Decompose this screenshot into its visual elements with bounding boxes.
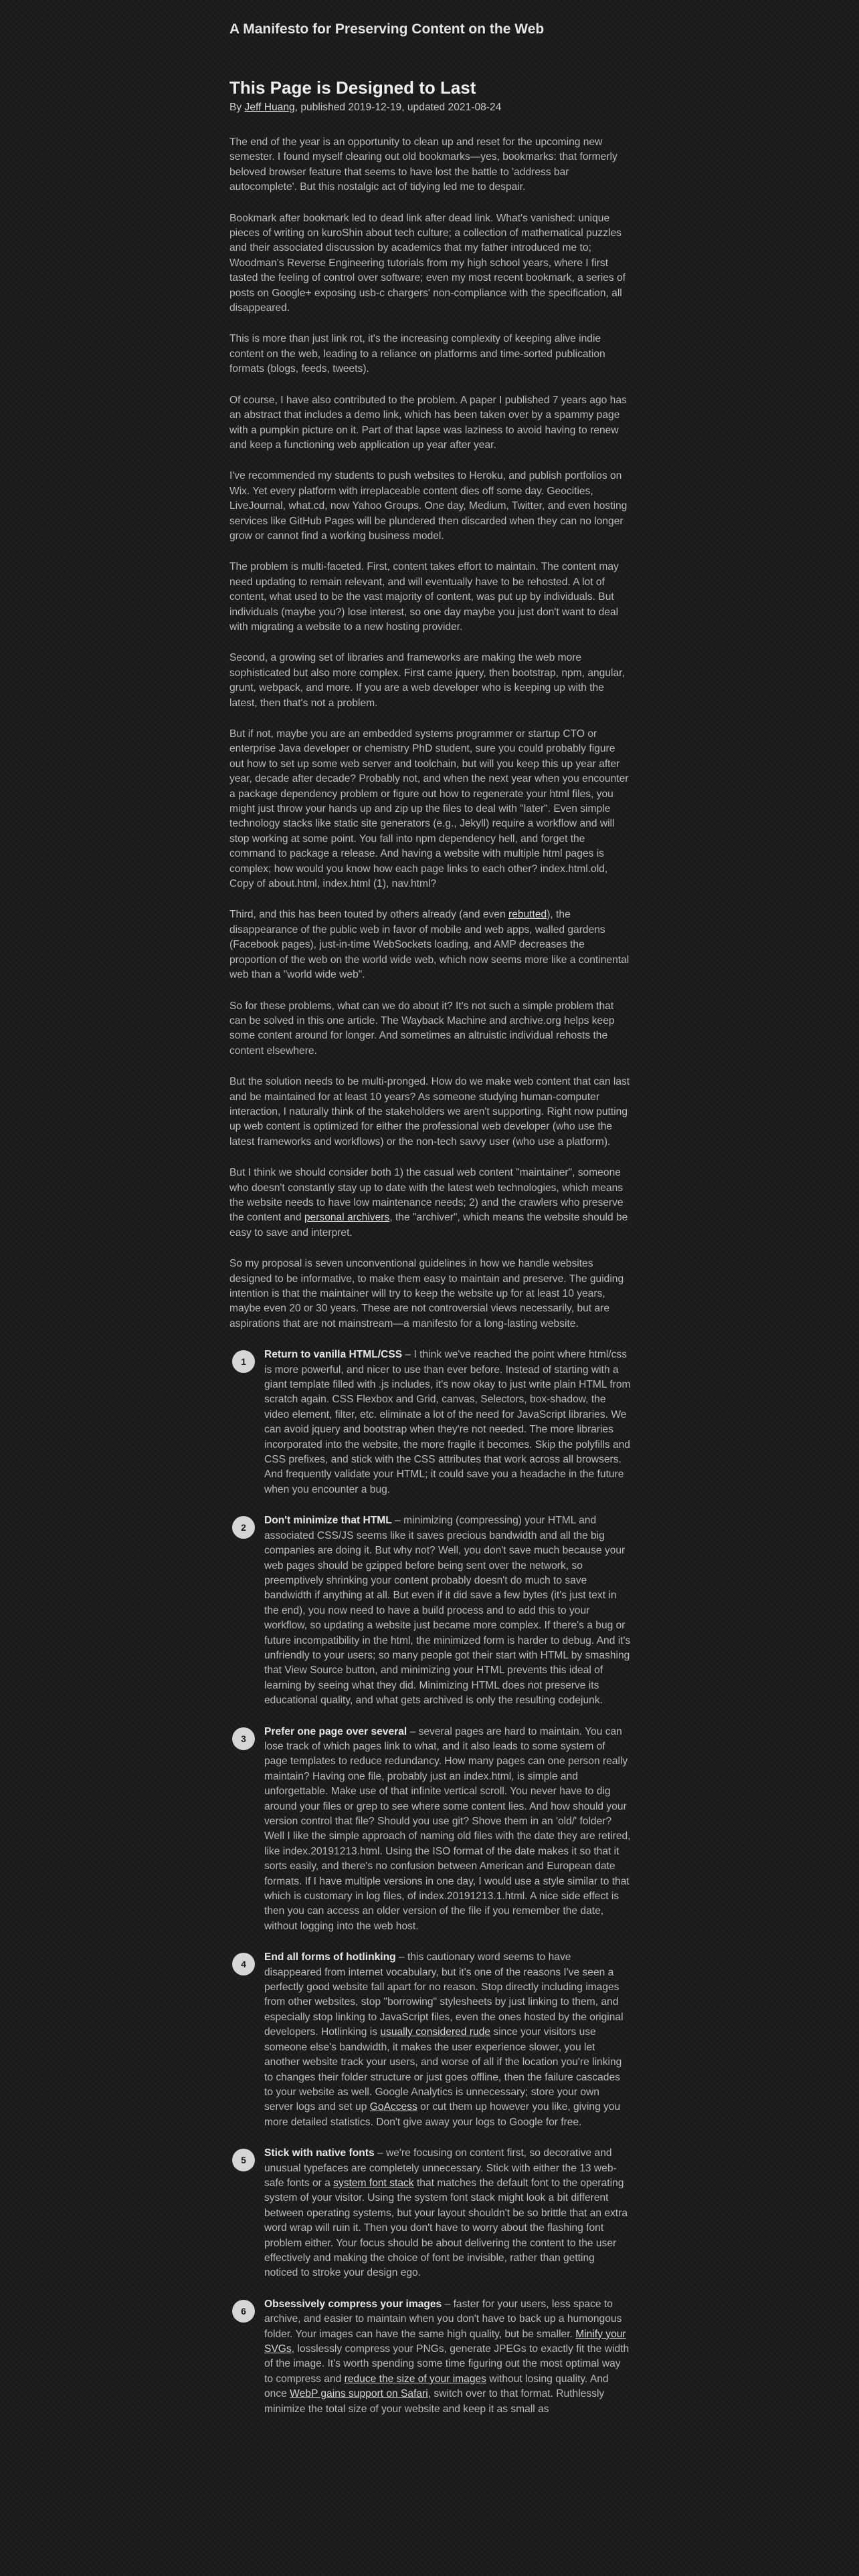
guideline-title: Stick with native fonts <box>264 2147 375 2159</box>
guideline-3 <box>229 1725 631 1935</box>
number-badge: 6 <box>232 2300 255 2323</box>
paragraph: But if not, maybe you are an embedded systems programmer or startup CTO or enterprise Java developer or chemistry PhD student, sure you could probably figure out how to set up some web server and toolchain, but will you keep this up year after year, decade after decade? Probably not, and when the next year when you encounter a package dependency problem or figure out how to regenerate your html files, you might just throw your hands up and zip up the files to deal with "later". Even simple technology stacks like static site generators (e.g., Jekyll) require a workflow and will stop working at some point. You fall into npm dependency hell, and forget the command to package a release. And having a website with multiple html pages is complex; how would you know how each page links to each other? index.html.old, Copy of about.html, index.html (1), nav.html? <box>229 728 629 890</box>
guideline-text: – faster for your users, less space to archive, and easier to maintain when you don't have to back up a humongous folder. Your images can have the same high quality, but be smaller. <box>264 2298 622 2340</box>
paragraph: This is more than just link rot, it's the increasing complexity of keeping alive indie content on the web, leading to a reliance on platforms and time-sorted publication formats (blogs, feeds, tweets). <box>229 333 605 375</box>
byline <box>229 100 631 115</box>
rebutted-link[interactable]: rebutted <box>508 909 547 921</box>
number-badge: 4 <box>232 1953 255 1975</box>
paragraph: The problem is multi-faceted. First, content takes effort to maintain. The content may need updating to remain relevant, and will eventually have to be rehosted. A lot of content, what used to be the vast majority of content, was put up by individuals. But individuals (maybe you?) lose interest, so one day maybe you just don't want to deal with migrating a website to a new hosting provider. <box>229 561 619 633</box>
page-title: This Page is Designed to Last <box>229 78 476 98</box>
guideline-title: Don't minimize that HTML <box>264 1515 392 1527</box>
usually-considered-rude-link[interactable]: usually considered rude <box>380 2026 491 2038</box>
guideline-text: – I think we've reached the point where html/css is more powerful, and nicer to use than ever before. Instead of starting with a giant template filled with .js includes, it's now okay to just write plain HTML from scratch again. CSS Flexbox and Grid, canvas, Selectors, box-shadow, the video element, filter, etc. eliminate a lot of the need for JavaScript libraries. We can avoid jquery and bootstrap when they're not needed. The more libraries incorporated into the website, the more fragile it becomes. Skip the polyfills and CSS prefixes, and stick with the CSS attributes that work across all browsers. And frequently validate your HTML; it could save you a headache in the future when you encounter a bug. <box>264 1349 631 1495</box>
reduce-image-size-link[interactable]: reduce the size of your images <box>344 2373 486 2385</box>
guideline-text: , losslessly compress your PNGs, generate JPEGs to exactly fit the width of the image. It's worth spending some time figuring out the most optimal way to compress and <box>264 2343 630 2385</box>
minify-svgs-link[interactable]: Minify your SVGs <box>264 2328 626 2355</box>
guideline-text: – several pages are hard to maintain. You can lose track of which pages link to what, and it also leads to some system of page templates to reduce redundancy. How many pages can one person really maintain? Having one file, probably just an index.html, is simple and unforgettable. Make use of that infinite vertical scroll. You never have to dig around your files or grep to see where some content lies. And how should your version control that file? Should you use git? Shove them in an 'old/' folder? Well I like the simple approach of naming old files with the date they are retired, like index.20191213.html. Using the ISO format of the date makes it so that it sorts easily, and there's no confusion between American and European date formats. If I have multiple versions in one day, I would use a style similar to that which is customary in log files, of index.20191213.1.html. A nice side effect is then you can access an older version of the file if you remember the date, without logging into the web host. <box>264 1725 631 1932</box>
paragraph: But the solution needs to be multi-pronged. How do we make web content that can last and be maintained for at least 10 years? As someone studying human-computer interaction, I naturally think of the stakeholders we aren't supporting. Right now putting up web content is optimized for either the professional web developer (who use the latest frameworks and workflows) or the non-tech savvy user (who use a platform). <box>229 1076 630 1148</box>
guideline-title: Prefer one page over several <box>264 1725 407 1737</box>
text: Third, and this has been touted by others already (and even <box>229 909 508 921</box>
paragraph <box>229 907 631 982</box>
personal-archivers-link[interactable]: personal archivers <box>304 1212 390 1224</box>
guideline-title: Obsessively compress your images <box>264 2298 442 2310</box>
guideline-1 <box>229 1348 631 1497</box>
article-body <box>229 135 631 2417</box>
text: , the "archiver", which means the website should be easy to save and interpret. <box>229 1212 628 1239</box>
guideline-4 <box>229 1950 631 2130</box>
guideline-title: End all forms of hotlinking <box>264 1951 396 1963</box>
goaccess-link[interactable]: GoAccess <box>369 2101 417 2113</box>
number-badge: 5 <box>232 2149 255 2171</box>
guideline-text: since your visitors use someone else's bandwidth, it makes the user experience slower, you let another website track your users, and worse of all if the location you're linking to changes their folder structure or just goes offline, then the failure cascades to your website as well. Google Analytics is unnecessary; store your own server logs and set up <box>264 2026 622 2113</box>
guideline-text: that matches the default font to the operating system of your visitor. Using the system font stack might look a bit different between operating systems, but your layout shouldn't be so brittle that an extra word wrap will ruin it. Then you don't have to worry about the flashing font problem either. Your focus should be about delivering the content to the user effectively and making the choice of font be invisible, rather than getting noticed to stroke your design ego. <box>264 2177 628 2279</box>
guideline-text: – we're focusing on content first, so decorative and unusual typefaces are completely unnecessary. Stick with either the 13 web-safe fonts or a <box>264 2147 617 2189</box>
guideline-2 <box>229 1513 631 1708</box>
guideline-5 <box>229 2146 631 2281</box>
guideline-text: , switch over to that format. Ruthlessly minimize the total size of your website and keep it as small as <box>264 2388 605 2415</box>
paragraph: So my proposal is seven unconventional guidelines in how we handle websites designed to be informative, to make them easy to maintain and preserve. The guiding intention is that the maintainer will try to keep the website up for at least 10 years, maybe even 20 or 30 years. These are not controversial views necessarily, but are aspirations that are not mainstream—a manifesto for a long-lasting website. <box>229 1258 624 1329</box>
number-badge: 1 <box>232 1350 255 1373</box>
guideline-text: – minimizing (compressing) your HTML and associated CSS/JS seems like it saves precious bandwidth and all the big companies are doing it. But why not? Well, you don't save much because your web pages should be gzipped before being sent over the network, so preemptively shrinking your content probably doesn't do much to save bandwidth if anything at all. But even if it did save a few bytes (it's just text in the end), you now need to have a build process and to add this to your workflow, so updating a website just became more complex. If there's a bug or future incompatibility in the html, the minimized form is harder to debug. And it's unfriendly to your users; so many people got their start with HTML by smashing that View Source button, and minimizing your HTML prevents this ideal of learning by seeing what they did. Minimizing HTML does not preserve its educational quality, and what gets archived is only the resulting codejunk. <box>264 1515 631 1707</box>
number-badge: 2 <box>232 1516 255 1539</box>
site-title: A Manifesto for Preserving Content on the Web <box>229 21 545 37</box>
page-container <box>229 0 631 2433</box>
paragraph: I've recommended my students to push websites to Heroku, and publish portfolios on Wix. Yet every platform with irreplaceable content dies off some day. Geocities, LiveJournal, what.cd, now Yahoo Groups. One day, Medium, Twitter, and even hosting services like GitHub Pages will be plundered then discarded when they can no longer grow or cannot find a working business model. <box>229 470 628 542</box>
paragraph: Bookmark after bookmark led to dead link after dead link. What's vanished: unique pieces of writing on kuroShin about tech culture; a collection of mathematical puzzles and their associated discussion by academics that my father introduced me to; Woodman's Reverse Engineering tutorials from my high school years, where I first tasted the feeling of control over software; even my most recent bookmark, a series of posts on Google+ exposing usb-c chargers' non-compliance with the specification, all disappeared. <box>229 212 626 314</box>
paragraph: The end of the year is an opportunity to clean up and reset for the upcoming new semester. I found myself clearing out old bookmarks—yes, bookmarks: that formerly beloved browser feature that seems to have lost the battle to 'address bar autocomplete'. But this nostalgic act of tidying led me to despair. <box>229 136 617 193</box>
byline-prefix: By <box>229 102 245 113</box>
guideline-text: – this cautionary word seems to have disappeared from internet vocabulary, but it's one of the reasons I've seen a perfectly good website fall apart for no reason. Stop directly including images from other websites, stop "borrowing" stylesheets by just linking to them, and especially stop linking to JavaScript files, even the ones hosted by the original developers. Hotlinking is <box>264 1951 624 2038</box>
paragraph: Of course, I have also contributed to the problem. A paper I published 7 years ago has an abstract that includes a demo link, which has been taken over by a spammy page with a pumpkin picture on it. Part of that lapse was laziness to avoid having to renew and keep a functioning web application up year after year. <box>229 394 627 451</box>
guideline-text: without losing quality. And once <box>264 2373 609 2400</box>
paragraph: Second, a growing set of libraries and frameworks are making the web more sophisticated but also more complex. First came jquery, then bootstrap, npm, angular, grunt, webpack, and more. If you are a web developer who is keeping up with the latest, then that's not a problem. <box>229 652 625 709</box>
text: ), the disappearance of the public web in favor of mobile and web apps, walled gardens (Facebook pages), just-in-time WebSockets loading, and AMP decreases the proportion of the web on the world wide web, which now seems more like a continental web than a "world wide web". <box>229 909 630 981</box>
guideline-text: or cut them up however you like, giving you more detailed statistics. Don't give away your logs to Google for free. <box>264 2101 621 2128</box>
author-link[interactable]: Jeff Huang <box>244 102 295 113</box>
webp-safari-link[interactable]: WebP gains support on Safari <box>290 2388 428 2400</box>
guideline-6 <box>229 2297 631 2417</box>
text: But I think we should consider both 1) the casual web content "maintainer", someone who doesn't constantly stay up to date with the latest web technologies, which means the website needs to have low maintenance needs; 2) and the crawlers who preserve the content and <box>229 1167 624 1224</box>
paragraph: So for these problems, what can we do about it? It's not such a simple problem that can be solved in this one article. The Wayback Machine and archive.org helps keep some content around for longer. And sometimes an altruistic individual rehosts the content elsewhere. <box>229 1000 615 1057</box>
number-badge: 3 <box>232 1727 255 1750</box>
guideline-title: Return to vanilla HTML/CSS <box>264 1349 403 1361</box>
system-font-stack-link[interactable]: system font stack <box>333 2177 414 2189</box>
byline-dates: , published 2019-12-19, updated 2021-08-24 <box>294 102 502 113</box>
paragraph <box>229 1166 631 1241</box>
